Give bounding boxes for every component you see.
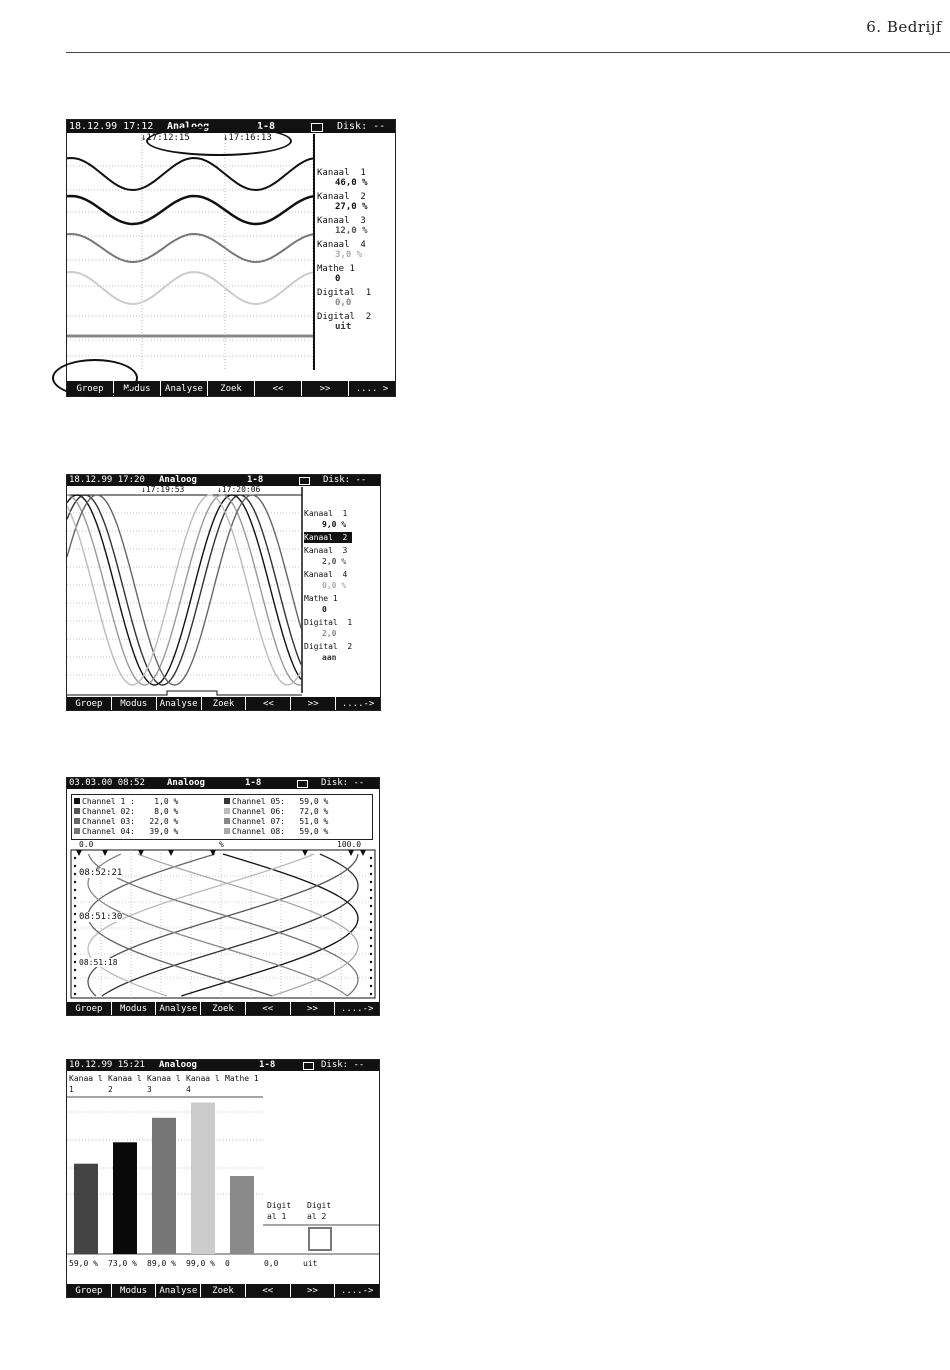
status-disk: Disk: -- xyxy=(321,1060,365,1070)
timemark-3: 08:51:18 xyxy=(79,958,118,967)
toolbar-button[interactable]: Zoek xyxy=(208,381,255,396)
timemark-2: ↓17:16:13 xyxy=(223,133,272,143)
scale-tick xyxy=(74,897,76,899)
legend-name: Kanaal 1 xyxy=(304,509,348,518)
toolbar-button[interactable]: Analyse xyxy=(156,1284,201,1297)
toolbar-button[interactable]: Modus xyxy=(112,1284,157,1297)
status-disk: Disk: -- xyxy=(337,121,386,132)
legend-value: 0 xyxy=(335,274,341,284)
bar xyxy=(74,1164,98,1254)
scale-tick xyxy=(74,921,76,923)
channel-text: Channel 1 : 1,0 % xyxy=(82,797,179,806)
scale-tick xyxy=(370,961,372,963)
legend xyxy=(317,168,371,336)
legend-name: Kanaal 1 xyxy=(317,168,366,178)
scale-tick xyxy=(74,953,76,955)
status-datetime: 10.12.99 15:21 xyxy=(69,1060,145,1070)
status-group: 1-8 xyxy=(245,778,262,788)
scale-tick xyxy=(370,905,372,907)
legend-entry xyxy=(317,168,371,188)
legend-entry xyxy=(304,545,352,567)
toolbar-button[interactable]: << xyxy=(246,1002,291,1015)
toolbar-button[interactable]: << xyxy=(246,1284,291,1297)
legend xyxy=(304,508,352,665)
toolbar-button[interactable]: Groep xyxy=(67,697,112,710)
toolbar xyxy=(67,1284,379,1297)
legend-entry xyxy=(317,288,371,308)
scale-tick xyxy=(370,913,372,915)
legend-value: aan xyxy=(322,653,337,662)
scale-tick xyxy=(74,961,76,963)
scale-tick xyxy=(370,993,372,995)
toolbar-button[interactable]: << xyxy=(246,697,291,710)
screenshot-curve-display-2 xyxy=(66,474,381,711)
curve-trace xyxy=(67,495,301,685)
pointer-marker xyxy=(360,850,366,856)
legend-value: 0,0 xyxy=(335,298,352,308)
toolbar-button[interactable]: Groep xyxy=(67,1284,112,1297)
curve-trace xyxy=(67,272,313,304)
status-mode: Analoog xyxy=(167,778,205,788)
legend-value: 46,0 % xyxy=(335,178,368,188)
legend-entry xyxy=(304,617,352,639)
legend-name: Kanaal 4 xyxy=(317,240,366,250)
pointer-marker xyxy=(102,850,108,856)
channel-text: Channel 02: 8,0 % xyxy=(82,807,179,816)
toolbar-button[interactable]: >> xyxy=(302,381,349,396)
bar-value: 73,0 % xyxy=(108,1259,137,1268)
scale-tick xyxy=(370,865,372,867)
legend-entry xyxy=(304,641,352,663)
pointer-marker xyxy=(168,850,174,856)
legend-name: Kanaal 2 xyxy=(317,192,366,202)
legend-value: 9,0 % xyxy=(322,520,347,529)
scale-unit: % xyxy=(219,840,224,849)
scale-tick xyxy=(74,905,76,907)
toolbar-button[interactable]: Analyse xyxy=(156,1002,201,1015)
pointer-marker xyxy=(302,850,308,856)
pointer-marker xyxy=(76,850,82,856)
toolbar-button[interactable]: Analyse xyxy=(161,381,208,396)
legend-name: Kanaal 4 xyxy=(304,570,348,579)
scale-tick xyxy=(370,929,372,931)
scale-tick xyxy=(370,873,372,875)
scale-tick xyxy=(74,913,76,915)
legend-value: 2,0 % xyxy=(322,557,347,566)
scale-tick xyxy=(370,889,372,891)
waterfall-trace xyxy=(102,854,358,996)
status-group: 1-8 xyxy=(257,121,276,132)
scale-tick xyxy=(74,969,76,971)
page-header: 6. Bedrijf xyxy=(866,18,942,36)
scale-tick xyxy=(74,985,76,987)
scale-tick xyxy=(370,985,372,987)
pointer-marker xyxy=(348,850,354,856)
legend-name: Mathe 1 xyxy=(317,264,355,274)
bar-header: Kanaa l 4 xyxy=(186,1074,220,1094)
digital-header: Digit al 2 xyxy=(307,1201,332,1221)
scale-tick xyxy=(74,929,76,931)
status-mode: Analoog xyxy=(159,1060,197,1070)
legend-name: Digital 2 xyxy=(304,642,353,651)
scale-tick xyxy=(370,945,372,947)
bar xyxy=(191,1103,215,1255)
timemark-1: ↓17:12:15 xyxy=(141,133,190,143)
scale-tick xyxy=(74,937,76,939)
toolbar-button[interactable]: ....-> xyxy=(340,1003,374,1014)
scale-tick xyxy=(74,857,76,859)
legend-value: 12,0 % xyxy=(335,226,368,236)
legend-value: 27,0 % xyxy=(335,202,368,212)
scale-tick xyxy=(74,993,76,995)
toolbar-button[interactable]: Modus xyxy=(112,1002,157,1015)
scale-tick xyxy=(370,937,372,939)
toolbar-button[interactable]: Zoek xyxy=(202,697,247,710)
waterfall-trace xyxy=(88,854,358,996)
toolbar-button[interactable]: ....-> xyxy=(341,698,375,709)
bar-header: Kanaa l 2 xyxy=(108,1074,142,1094)
scale-tick xyxy=(74,873,76,875)
legend-entry xyxy=(304,508,352,530)
bar-value: 99,0 % xyxy=(186,1259,215,1268)
bar-header: Kanaa l 1 xyxy=(69,1074,103,1094)
legend-entry xyxy=(317,192,371,212)
legend-value: 3,0 % xyxy=(335,250,363,260)
waterfall-trace xyxy=(181,854,358,996)
legend-name: Digital 2 xyxy=(317,312,372,322)
scale-tick xyxy=(74,889,76,891)
scale-tick xyxy=(370,897,372,899)
legend-entry xyxy=(304,593,352,615)
timemark-2: ↓17:20:06 xyxy=(217,485,261,494)
curve-trace xyxy=(67,158,313,190)
toolbar-button[interactable]: >> xyxy=(291,1284,336,1297)
screenshot-curve-display xyxy=(66,119,396,397)
curve-trace xyxy=(67,196,313,224)
legend-entry xyxy=(317,216,371,236)
curve-trace xyxy=(67,495,301,685)
status-datetime: 18.12.99 17:12 xyxy=(69,121,154,132)
curve-trace xyxy=(67,495,301,685)
scale-max: 100.0 xyxy=(337,840,362,849)
status-datetime: 18.12.99 17:20 xyxy=(69,475,145,485)
legend-entry xyxy=(317,312,371,332)
header-rule xyxy=(66,52,950,53)
screenshot-bargraph-display xyxy=(66,1059,380,1298)
status-group: 1-8 xyxy=(247,475,264,485)
toolbar-button[interactable]: ....-> xyxy=(340,1285,374,1296)
toolbar-button[interactable]: Analyse xyxy=(157,697,202,710)
digital-header: Digit al 1 xyxy=(267,1201,292,1221)
highlight-circle-groep xyxy=(52,359,138,397)
scale-tick xyxy=(370,977,372,979)
legend-name: Mathe 1 xyxy=(304,594,338,603)
scale-tick xyxy=(74,881,76,883)
scale-tick xyxy=(74,945,76,947)
scale-tick xyxy=(74,977,76,979)
bar xyxy=(113,1142,137,1254)
toolbar xyxy=(67,1002,379,1015)
toolbar-button[interactable]: >> xyxy=(291,1002,336,1015)
bar-header: Mathe 1 xyxy=(225,1074,259,1083)
channel-text: Channel 03: 22,0 % xyxy=(82,817,179,826)
scale-tick xyxy=(370,953,372,955)
legend-entry xyxy=(304,532,352,543)
legend-entry xyxy=(317,240,371,260)
status-datetime: 03.03.00 08:52 xyxy=(69,778,145,788)
bar-value: 89,0 % xyxy=(147,1259,176,1268)
timemark-1: 08:52:21 xyxy=(79,868,123,878)
scale-tick xyxy=(370,921,372,923)
bar xyxy=(152,1118,176,1254)
bar-value: 0,0 xyxy=(264,1259,279,1268)
bar-value: 0 xyxy=(225,1259,230,1268)
legend-value: 0,0 % xyxy=(322,581,347,590)
toolbar-button[interactable]: << xyxy=(255,381,302,396)
scale-tick xyxy=(370,881,372,883)
legend-name: Kanaal 2 xyxy=(304,533,348,542)
status-mode: Analoog xyxy=(159,475,197,485)
legend-entry xyxy=(304,569,352,591)
channel-text: Channel 06: 72,0 % xyxy=(232,807,329,816)
toolbar-button[interactable]: Modus xyxy=(112,697,157,710)
waterfall-trace xyxy=(138,854,358,996)
toolbar-button[interactable]: .... > xyxy=(355,383,389,394)
highlight-circle-status xyxy=(146,126,292,156)
scale-tick xyxy=(74,865,76,867)
digital-indicator xyxy=(309,1228,331,1250)
curve-trace xyxy=(67,495,301,685)
scale-min: 0.0 xyxy=(79,840,94,849)
status-disk: Disk: -- xyxy=(321,778,365,788)
legend-value: 0 xyxy=(322,605,327,614)
curve-trace xyxy=(67,234,313,262)
toolbar-button[interactable]: Groep xyxy=(67,1002,112,1015)
legend-name: Kanaal 3 xyxy=(304,546,348,555)
toolbar-button[interactable]: Zoek xyxy=(201,1002,246,1015)
legend-value: uit xyxy=(335,322,352,332)
timemark-2: 08:51:30 xyxy=(79,912,123,922)
legend-name: Digital 1 xyxy=(304,618,353,627)
channel-text: Channel 05: 59,0 % xyxy=(232,797,329,806)
channel-text: Channel 04: 39,0 % xyxy=(82,827,179,836)
scale-tick xyxy=(370,969,372,971)
bar xyxy=(230,1176,254,1254)
timemark-1: ↓17:19:53 xyxy=(141,485,185,494)
status-group: 1-8 xyxy=(259,1060,276,1070)
legend-value: 2,0 xyxy=(322,629,337,638)
waterfall-trace xyxy=(88,854,347,996)
curve-trace xyxy=(67,495,301,685)
toolbar-button[interactable]: Modus xyxy=(114,381,161,396)
waterfall-trace xyxy=(89,854,359,996)
legend-name: Digital 1 xyxy=(317,288,372,298)
toolbar-button[interactable]: Groep xyxy=(67,381,114,396)
toolbar-button[interactable]: Zoek xyxy=(201,1284,246,1297)
channel-text: Channel 07: 51,0 % xyxy=(232,817,329,826)
status-mode: Analoog xyxy=(167,121,210,132)
bar-value: 59,0 % xyxy=(69,1259,98,1268)
legend-entry xyxy=(317,264,371,284)
bar-value: uit xyxy=(303,1259,318,1268)
toolbar xyxy=(67,697,380,710)
channel-text: Channel 08: 59,0 % xyxy=(232,827,329,836)
legend-name: Kanaal 3 xyxy=(317,216,366,226)
waterfall-plot xyxy=(67,778,379,1015)
status-disk: Disk: -- xyxy=(323,475,367,485)
screenshot-waterfall-display xyxy=(66,777,380,1016)
scale-tick xyxy=(370,857,372,859)
bar-header: Kanaa l 3 xyxy=(147,1074,181,1094)
toolbar-button[interactable]: >> xyxy=(291,697,336,710)
